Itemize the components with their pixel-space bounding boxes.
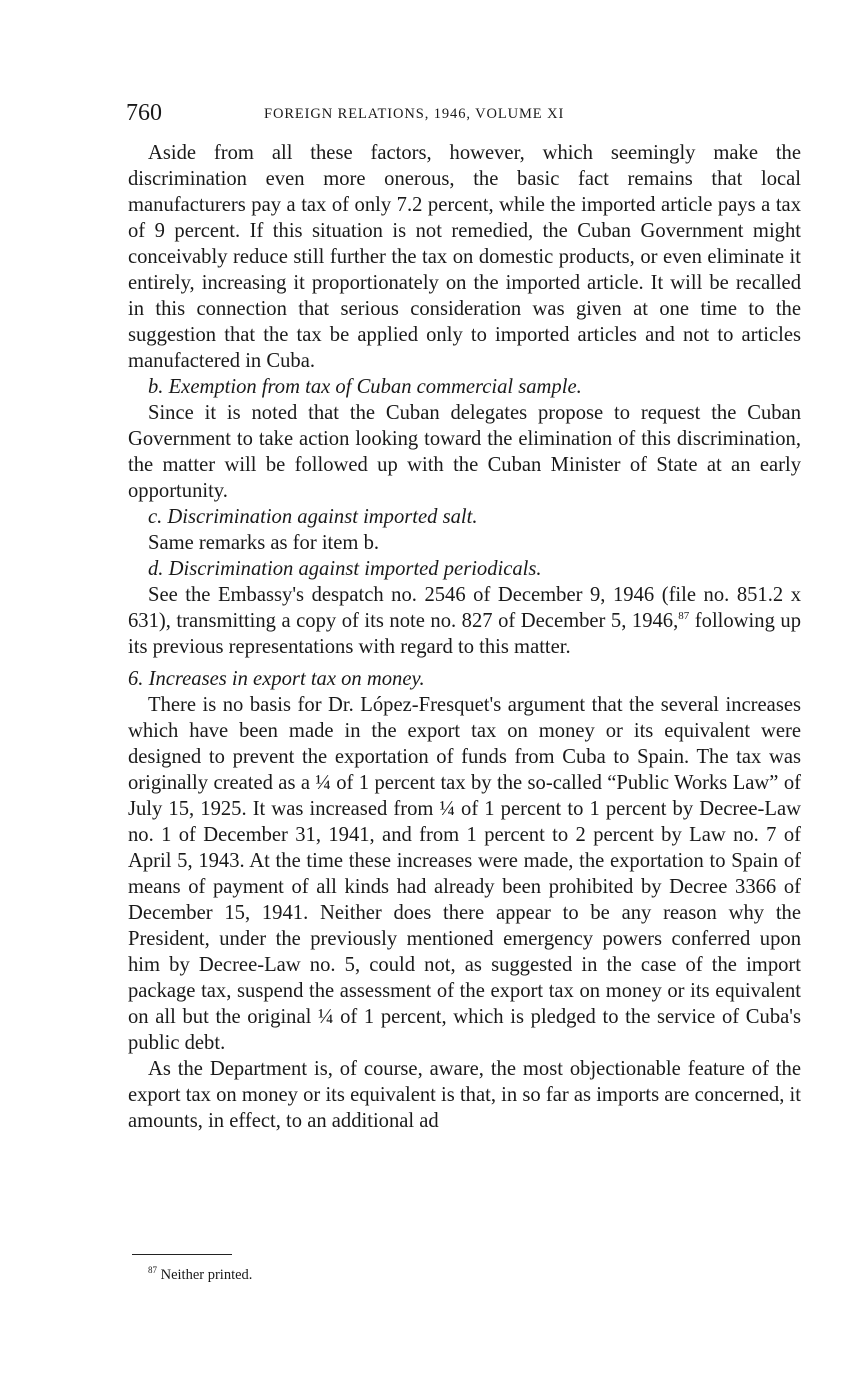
paragraph-item-c: Same remarks as for item b. — [148, 532, 380, 554]
paragraph-item-d — [128, 582, 801, 660]
paragraph-item-d-text: See the Embassy's despatch no. 2546 of December 9, 1946 (file no. 851.2 x 631), transmitting a copy of its note no. 827 of December 5, 1946, — [128, 584, 801, 632]
paragraph-department-aware: As the Department is, of course, aware, the most objectionable feature of the export tax on money or its equivalent is that, in so far as imports are concerned, it amounts, in effect, to an additional ad — [128, 1058, 801, 1132]
page-number: 760 — [126, 100, 162, 126]
paragraph-item-d-text-end: following up its previous representations with regard to this matter. — [128, 610, 801, 658]
heading-item-d: d. Discrimination against imported periodicals. — [148, 558, 542, 580]
paragraph-export-tax: There is no basis for Dr. López-Fresquet's argument that the several increases which have been made in the export tax on money or its equivalent were designed to prevent the exportation of funds from Cuba to Spain. The tax was originally created as a ¼ of 1 percent tax by the so-called “Public Works Law” of July 15, 1925. It was increased from ¼ of 1 percent to 1 percent by Decree-Law no. 1 of December 31, 1941, and from 1 percent to 2 percent by Law no. 7 of April 5, 1943. At the time these increases were made, the exportation to Spain of means of payment of all kinds had already been prohibited by Decree 3366 of December 15, 1941. Neither does there appear to be any reason why the President, under the previously mentioned emergency powers conferred upon him by Decree-Law no. 5, could not, as suggested in the case of the import package tax, suspend the assessment of the export tax on money or its equivalent on all but the original ¼ of 1 percent, which is pledged to the service of Cuba's public debt. — [128, 694, 801, 1054]
footnote-text: Neither printed. — [157, 1267, 253, 1283]
running-head: FOREIGN RELATIONS, 1946, VOLUME XI — [264, 106, 565, 122]
page-header — [128, 98, 801, 132]
document-page — [128, 98, 801, 1134]
heading-item-c: c. Discrimination against imported salt. — [148, 506, 478, 528]
footnote-reference[interactable]: 87 — [678, 610, 690, 622]
footnote — [148, 1265, 252, 1285]
heading-item-b: b. Exemption from tax of Cuban commercial sample. — [148, 376, 582, 398]
heading-section-6: 6. Increases in export tax on money. — [128, 668, 425, 690]
footnote-mark: 87 — [148, 1265, 157, 1275]
footnote-divider — [132, 1254, 232, 1255]
paragraph-discrimination-facts: Aside from all these factors, however, which seemingly make the discrimination even more onerous, the basic fact remains that local manufacturers pay a tax of only 7.2 percent, while the imported article pays a tax of 9 percent. If this situation is not remedied, the Cuban Government might conceivably reduce still further the tax on domestic products, or even eliminate it entirely, increasing it proportionately on the imported article. It will be recalled in this connection that serious consideration was given at one time to the suggestion that the tax be applied only to imported articles and not to articles manufactered in Cuba. — [128, 142, 801, 372]
paragraph-item-b: Since it is noted that the Cuban delegates propose to request the Cuban Government to take action looking toward the elimination of this discrimination, the matter will be followed up with the Cuban Minister of State at an early opportunity. — [128, 402, 801, 502]
